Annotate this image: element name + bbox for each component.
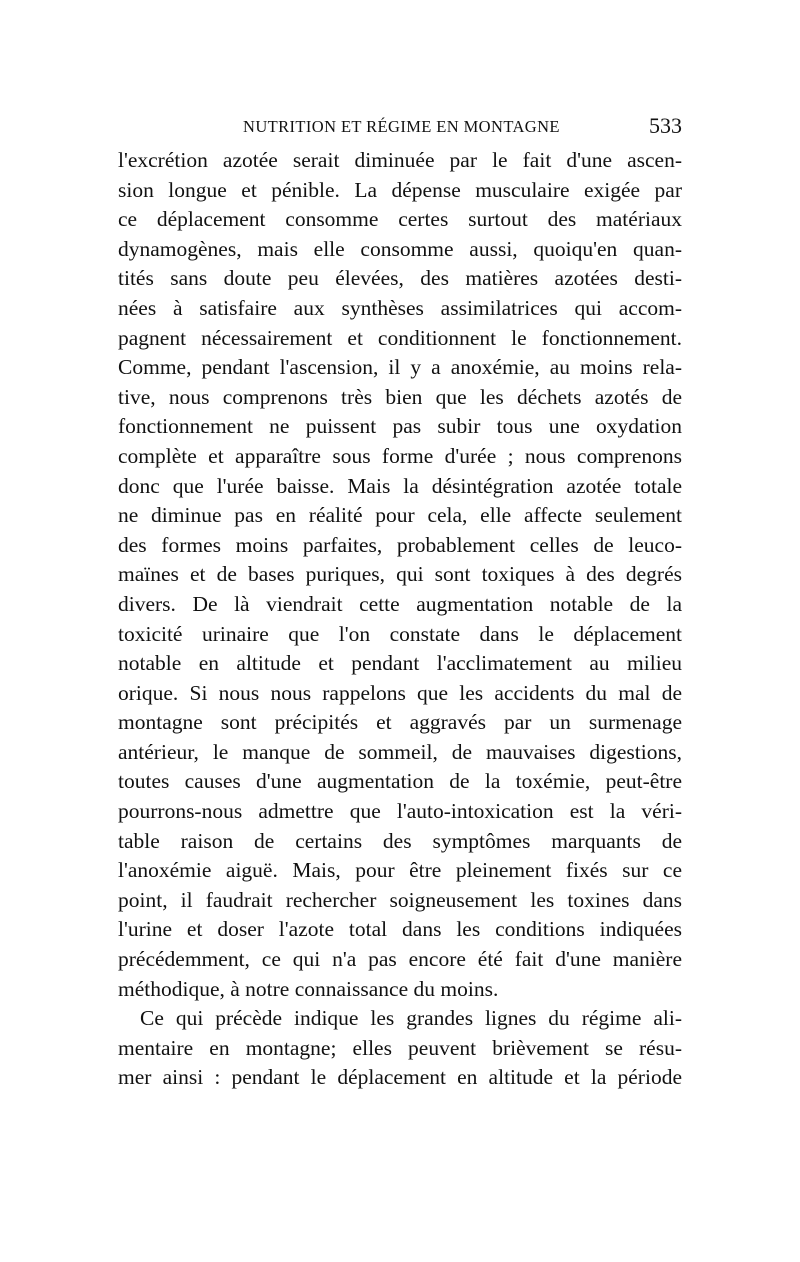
text-line: ce déplacement consomme certes surtout des matériaux [118, 207, 682, 232]
text-line: précédemment, ce qui n'a pas encore été fait d'une manière [118, 947, 682, 972]
text-line: table raison de certains des symptômes marquants de [118, 828, 682, 853]
text-line: ne diminue pas en réalité pour cela, elle affecte seulement [118, 503, 682, 528]
text-line: l'anoxémie aiguë. Mais, pour être pleinement fixés sur ce [118, 858, 682, 883]
text-line: des formes moins parfaites, probablement celles de leuco- [118, 532, 682, 557]
text-line: point, il faudrait rechercher soigneusement les toxines dans [118, 887, 682, 912]
text-line: nées à satisfaire aux synthèses assimilatrices qui accom- [118, 295, 682, 320]
text-line: dynamogènes, mais elle consomme aussi, quoiqu'en quan- [118, 236, 682, 261]
text-line: notable en altitude et pendant l'acclimatement au milieu [118, 651, 682, 676]
text-line: tive, nous comprenons très bien que les déchets azotés de [118, 384, 682, 409]
text-line: fonctionnement ne puissent pas subir tous une oxydation [118, 414, 682, 439]
text-line: mentaire en montagne; elles peuvent brièvement se résu- [118, 1035, 682, 1060]
text-line: donc que l'urée baisse. Mais la désintégration azotée totale [118, 473, 682, 498]
text-line: l'excrétion azotée serait diminuée par le fait d'une ascen- [118, 148, 682, 172]
body-text [118, 146, 682, 1093]
text-line: toutes causes d'une augmentation de la toxémie, peut-être [118, 769, 682, 794]
paragraph-end-line: méthodique, à notre connaissance du moins. [118, 976, 499, 1001]
text-line: antérieur, le manque de sommeil, de mauvaises digestions, [118, 739, 682, 764]
text-line: l'urine et doser l'azote total dans les conditions indiquées [118, 917, 682, 942]
text-line: sion longue et pénible. La dépense musculaire exigée par [118, 177, 682, 202]
paragraph-start-line: Ce qui précède indique les grandes lignes du régime ali- [140, 1006, 682, 1031]
text-line: Comme, pendant l'ascension, il y a anoxémie, au moins rela- [118, 355, 682, 380]
running-head [118, 114, 682, 144]
page-number: 533 [649, 113, 682, 138]
text-line: mer ainsi : pendant le déplacement en altitude et la période [118, 1065, 682, 1090]
text-line: complète et apparaître sous forme d'urée ; nous comprenons [118, 443, 682, 468]
text-line: orique. Si nous nous rappelons que les accidents du mal de [118, 680, 682, 705]
running-title: NUTRITION ET RÉGIME EN MONTAGNE [243, 117, 560, 136]
text-line: pourrons-nous admettre que l'auto-intoxication est la véri- [118, 799, 682, 824]
text-line: toxicité urinaire que l'on constate dans le déplacement [118, 621, 682, 646]
text-line: divers. De là viendrait cette augmentation notable de la [118, 591, 682, 616]
text-line: maïnes et de bases puriques, qui sont toxiques à des degrés [118, 562, 682, 587]
text-line: pagnent nécessairement et conditionnent le fonctionnement. [118, 325, 682, 350]
text-line: tités sans doute peu élevées, des matières azotées desti- [118, 266, 682, 291]
text-line: montagne sont précipités et aggravés par un surmenage [118, 710, 682, 735]
